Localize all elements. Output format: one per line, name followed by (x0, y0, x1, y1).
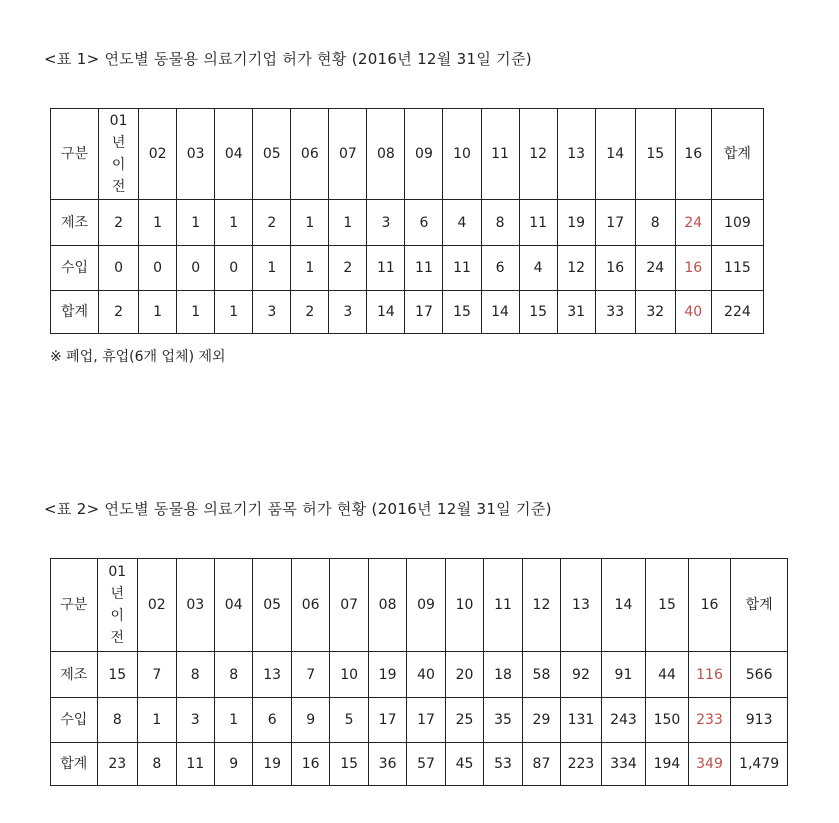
table-cell: 24 (675, 200, 711, 246)
table-cell: 32 (635, 291, 675, 334)
header-label: 구분 (51, 559, 98, 652)
table-cell: 1 (214, 698, 252, 743)
table-cell: 116 (688, 652, 731, 698)
header-year: 12 (522, 559, 560, 652)
header-year: 09 (405, 109, 443, 200)
header-year: 15 (635, 109, 675, 200)
table-cell: 44 (646, 652, 689, 698)
table-cell: 8 (176, 652, 214, 698)
table-cell: 8 (97, 698, 137, 743)
header-before-01-char: 이 (111, 157, 126, 173)
table-cell: 233 (688, 698, 731, 743)
table-cell: 1 (329, 200, 367, 246)
header-before-01-char: 년 (110, 586, 125, 602)
table-row (51, 246, 764, 291)
header-year: 15 (646, 559, 689, 652)
table-cell: 9 (291, 698, 329, 743)
header-year: 02 (138, 559, 176, 652)
header-before-01-char: 년 (111, 135, 126, 151)
table-cell: 12 (557, 246, 595, 291)
table-row (51, 652, 788, 698)
table-row (51, 200, 764, 246)
table-cell: 0 (215, 246, 253, 291)
header-year: 04 (214, 559, 252, 652)
table-cell: 4 (443, 200, 481, 246)
table-cell: 1 (291, 200, 329, 246)
table-cell: 36 (368, 743, 406, 786)
table-cell: 15 (97, 652, 137, 698)
table-cell: 1 (253, 246, 291, 291)
table-cell: 33 (595, 291, 635, 334)
table-cell: 150 (646, 698, 689, 743)
row-total: 224 (711, 291, 763, 334)
table-cell: 19 (368, 652, 406, 698)
header-before-01-char: 전 (111, 179, 126, 195)
header-year: 05 (253, 109, 291, 200)
header-year: 05 (253, 559, 291, 652)
table-cell: 45 (445, 743, 483, 786)
table-cell: 11 (405, 246, 443, 291)
table-cell: 11 (519, 200, 557, 246)
table-cell: 16 (675, 246, 711, 291)
header-row (51, 109, 764, 200)
table-cell: 4 (519, 246, 557, 291)
header-year: 12 (519, 109, 557, 200)
header-year: 07 (330, 559, 368, 652)
table-cell: 8 (635, 200, 675, 246)
header-year: 16 (675, 109, 711, 200)
table-cell: 91 (601, 652, 646, 698)
row-total: 913 (731, 698, 788, 743)
table-cell: 19 (557, 200, 595, 246)
header-before-01 (99, 109, 139, 200)
header-label: 구분 (51, 109, 99, 200)
table-cell: 17 (405, 291, 443, 334)
table-cell: 223 (561, 743, 601, 786)
header-year: 13 (557, 109, 595, 200)
table-cell: 53 (484, 743, 522, 786)
table-cell: 3 (367, 200, 405, 246)
table1 (50, 108, 764, 334)
header-before-01-char: 01 (108, 564, 127, 580)
header-year: 10 (443, 109, 481, 200)
table-cell: 131 (561, 698, 601, 743)
table-cell: 1 (138, 698, 176, 743)
table-cell: 87 (522, 743, 560, 786)
row-total: 1,479 (731, 743, 788, 786)
table-cell: 7 (291, 652, 329, 698)
table-cell: 1 (139, 200, 177, 246)
header-year: 06 (291, 109, 329, 200)
table-cell: 3 (176, 698, 214, 743)
table-cell: 25 (445, 698, 483, 743)
table-cell: 14 (367, 291, 405, 334)
header-year: 04 (215, 109, 253, 200)
header-before-01 (97, 559, 137, 652)
table-cell: 19 (253, 743, 291, 786)
table-cell: 0 (177, 246, 215, 291)
table-cell: 40 (675, 291, 711, 334)
table-cell: 6 (253, 698, 291, 743)
table-cell: 8 (214, 652, 252, 698)
row-total: 109 (711, 200, 763, 246)
table-row (51, 698, 788, 743)
table-cell: 8 (138, 743, 176, 786)
table-cell: 16 (291, 743, 329, 786)
table-cell: 31 (557, 291, 595, 334)
table-cell: 243 (601, 698, 646, 743)
header-year: 03 (177, 109, 215, 200)
table-cell: 2 (99, 200, 139, 246)
row-label: 수입 (51, 698, 98, 743)
table-cell: 58 (522, 652, 560, 698)
table2 (50, 558, 788, 786)
table-cell: 194 (646, 743, 689, 786)
table-cell: 2 (329, 246, 367, 291)
row-label: 합계 (51, 743, 98, 786)
row-label: 제조 (51, 652, 98, 698)
table-cell: 2 (291, 291, 329, 334)
header-year: 10 (445, 559, 483, 652)
table-cell: 20 (445, 652, 483, 698)
table-cell: 16 (595, 246, 635, 291)
header-year: 07 (329, 109, 367, 200)
table-cell: 3 (253, 291, 291, 334)
table-row (51, 743, 788, 786)
table-cell: 40 (407, 652, 445, 698)
header-year: 06 (291, 559, 329, 652)
header-year: 08 (368, 559, 406, 652)
table-cell: 17 (407, 698, 445, 743)
table2-caption: <표 2> 연도별 동물용 의료기기 품목 허가 현황 (2016년 12월 31일 기준) (44, 500, 552, 518)
table-cell: 11 (443, 246, 481, 291)
row-label: 수입 (51, 246, 99, 291)
table-cell: 0 (99, 246, 139, 291)
header-row (51, 559, 788, 652)
table-cell: 10 (330, 652, 368, 698)
table-cell: 3 (329, 291, 367, 334)
header-year: 13 (561, 559, 601, 652)
table-cell: 5 (330, 698, 368, 743)
table-cell: 11 (176, 743, 214, 786)
header-before-01-char: 이 (110, 608, 125, 624)
table-cell: 2 (253, 200, 291, 246)
table-cell: 57 (407, 743, 445, 786)
table-cell: 17 (368, 698, 406, 743)
table-cell: 1 (215, 291, 253, 334)
header-year: 11 (481, 109, 519, 200)
table1-note: ※ 폐업, 휴업(6개 업체) 제외 (50, 349, 226, 365)
header-year: 03 (176, 559, 214, 652)
table-cell: 29 (522, 698, 560, 743)
row-total: 115 (711, 246, 763, 291)
table1-caption: <표 1> 연도별 동물용 의료기기업 허가 현황 (2016년 12월 31일 기준) (44, 50, 532, 68)
table-cell: 6 (405, 200, 443, 246)
table-cell: 17 (595, 200, 635, 246)
header-year: 16 (688, 559, 731, 652)
row-label: 제조 (51, 200, 99, 246)
table-cell: 15 (443, 291, 481, 334)
row-label: 합계 (51, 291, 99, 334)
table-cell: 0 (139, 246, 177, 291)
table-cell: 6 (481, 246, 519, 291)
table-cell: 92 (561, 652, 601, 698)
table-cell: 1 (177, 200, 215, 246)
header-year: 09 (407, 559, 445, 652)
table-cell: 15 (330, 743, 368, 786)
table-cell: 8 (481, 200, 519, 246)
table-cell: 7 (138, 652, 176, 698)
table-cell: 9 (214, 743, 252, 786)
table-cell: 24 (635, 246, 675, 291)
header-year: 11 (484, 559, 522, 652)
table-cell: 349 (688, 743, 731, 786)
header-before-01-char: 01 (109, 113, 128, 129)
table-row (51, 291, 764, 334)
header-year: 08 (367, 109, 405, 200)
header-year: 14 (595, 109, 635, 200)
table-cell: 14 (481, 291, 519, 334)
header-year: 02 (139, 109, 177, 200)
table-cell: 15 (519, 291, 557, 334)
table-cell: 1 (177, 291, 215, 334)
table-cell: 1 (215, 200, 253, 246)
table-cell: 35 (484, 698, 522, 743)
header-year: 14 (601, 559, 646, 652)
header-total: 합계 (711, 109, 763, 200)
table-cell: 18 (484, 652, 522, 698)
table-cell: 334 (601, 743, 646, 786)
table-cell: 2 (99, 291, 139, 334)
header-total: 합계 (731, 559, 788, 652)
row-total: 566 (731, 652, 788, 698)
table-cell: 23 (97, 743, 137, 786)
table-cell: 11 (367, 246, 405, 291)
header-before-01-char: 전 (110, 630, 125, 646)
table-cell: 1 (291, 246, 329, 291)
table-cell: 13 (253, 652, 291, 698)
table-cell: 1 (139, 291, 177, 334)
